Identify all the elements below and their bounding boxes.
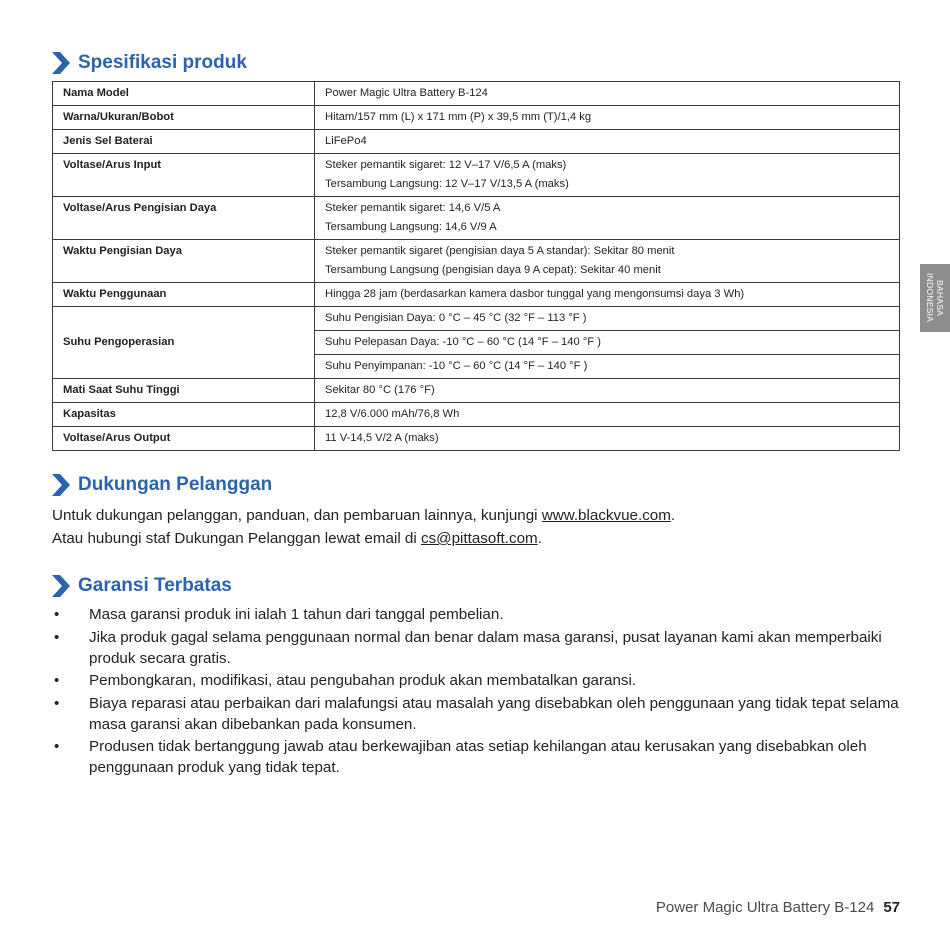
list-item-text: Biaya reparasi atau perbaikan dari malafungsi atau masalah yang disebabkan oleh penggunaan yang tidak tepat selama masa garansi akan dibebankan pada konsumen.: [89, 694, 899, 733]
table-cell-label: Suhu Pengoperasian: [53, 307, 315, 379]
page-footer: [656, 899, 900, 916]
table-row: [53, 197, 900, 240]
bullet: •: [54, 694, 60, 712]
spec-table: [52, 81, 900, 451]
email-link[interactable]: cs@pittasoft.com: [420, 530, 538, 547]
table-cell-value: Hitam/157 mm (L) x 171 mm (P) x 39,5 mm (T)/1,4 kg: [315, 106, 900, 130]
bullet: •: [54, 628, 60, 646]
table-cell-value: Suhu Pelepasan Daya: -10 °C – 60 °C (14 °F – 140 °F ): [315, 331, 900, 355]
table-cell-label: Voltase/Arus Pengisian Daya: [53, 197, 315, 240]
chevron-right-icon: [52, 52, 70, 74]
chevron-right-icon: [52, 575, 70, 597]
support-line-prefix: Atau hubungi staf Dukungan Pelanggan lewat email di: [52, 530, 421, 547]
list-item: [52, 736, 902, 778]
language-tab-line: BAHASA: [935, 279, 945, 317]
language-tab-line: INDONESIA: [925, 273, 935, 323]
section-title: Spesifikasi produk: [78, 52, 247, 73]
footer-product-name: Power Magic Ultra Battery B-124: [655, 899, 875, 916]
table-cell-label: Jenis Sel Baterai: [53, 130, 315, 154]
list-item: [52, 693, 902, 735]
cell-line: Steker pemantik sigaret: 14,6 V/5 A: [325, 202, 501, 214]
table-row: [53, 130, 900, 154]
table-cell-label: Warna/Ukuran/Bobot: [53, 106, 315, 130]
support-line-suffix: .: [670, 507, 676, 524]
table-cell-value: Suhu Pengisian Daya: 0 °C – 45 °C (32 °F – 113 °F ): [315, 307, 900, 331]
section-title: Dukungan Pelanggan: [78, 474, 273, 495]
table-cell-label: Voltase/Arus Output: [53, 427, 315, 451]
table-row: [53, 283, 900, 307]
section-heading-support: [52, 474, 272, 496]
support-line-suffix: .: [537, 530, 542, 547]
table-cell-label: Nama Model: [53, 82, 315, 106]
bullet: •: [54, 672, 60, 689]
language-tab[interactable]: [920, 264, 950, 332]
table-cell-label: Kapasitas: [53, 403, 315, 427]
table-row: [53, 307, 900, 331]
website-link[interactable]: www.blackvue.com: [541, 507, 671, 524]
table-row: [53, 427, 900, 451]
table-cell-value: Suhu Penyimpanan: -10 °C – 60 °C (14 °F – 140 °F ): [315, 355, 900, 379]
support-line-prefix: Untuk dukungan pelanggan, panduan, dan pembaruan lainnya, kunjungi: [52, 507, 542, 524]
list-item-text: Jika produk gagal selama penggunaan normal dan benar dalam masa garansi, pusat layanan kami akan memperbaiki produk secara gratis.: [89, 628, 882, 667]
support-text: [52, 504, 912, 550]
list-item-text: Masa garansi produk ini ialah 1 tahun dari tanggal pembelian.: [89, 606, 504, 623]
table-cell-label: Waktu Pengisian Daya: [53, 240, 315, 283]
list-item-text: Pembongkaran, modifikasi, atau pengubahan produk akan membatalkan garansi.: [89, 672, 637, 689]
table-cell-value: 12,8 V/6.000 mAh/76,8 Wh: [315, 403, 900, 427]
table-cell-label: Mati Saat Suhu Tinggi: [53, 379, 315, 403]
section-heading-specs: [52, 52, 247, 74]
list-item: [52, 604, 902, 625]
table-cell-value: 11 V-14,5 V/2 A (maks): [315, 427, 900, 451]
table-cell-value: [315, 240, 900, 283]
cell-line: Tersambung Langsung: 12 V–17 V/13,5 A (maks): [325, 178, 569, 190]
cell-line: Tersambung Langsung (pengisian daya 9 A cepat): Sekitar 40 menit: [325, 264, 661, 276]
table-cell-value: Hingga 28 jam (berdasarkan kamera dasbor tunggal yang mengonsumsi daya 3 Wh): [315, 283, 900, 307]
cell-line: Tersambung Langsung: 14,6 V/9 A: [325, 221, 497, 233]
language-tab-label: [925, 273, 945, 322]
page-number: 57: [883, 899, 900, 916]
table-row: [53, 240, 900, 283]
warranty-list: [52, 604, 902, 780]
table-cell-value: [315, 154, 900, 197]
list-item-text: Produsen tidak bertanggung jawab atau berkewajiban atas setiap kehilangan atau kerusakan yang disebabkan oleh penggunaan produk yang tidak tepat.: [89, 738, 867, 776]
table-cell-value: Power Magic Ultra Battery B-124: [315, 82, 900, 106]
support-line: [52, 527, 912, 550]
table-row: [53, 82, 900, 106]
table-cell-label: Voltase/Arus Input: [53, 154, 315, 197]
section-title: Garansi Terbatas: [78, 575, 232, 596]
bullet: •: [54, 738, 60, 755]
chevron-right-icon: [52, 474, 70, 496]
cell-line: Steker pemantik sigaret: 12 V–17 V/6,5 A (maks): [325, 159, 567, 171]
table-row: [53, 379, 900, 403]
table-row: [53, 403, 900, 427]
bullet: •: [54, 606, 60, 623]
list-item: [52, 627, 902, 669]
list-item: [52, 670, 902, 691]
table-cell-value: [315, 197, 900, 240]
table-row: [53, 154, 900, 197]
support-line: [52, 504, 912, 527]
table-row: [53, 106, 900, 130]
cell-line: Steker pemantik sigaret (pengisian daya 5 A standar): Sekitar 80 menit: [325, 245, 675, 257]
table-cell-value: Sekitar 80 °C (176 °F): [315, 379, 900, 403]
table-cell-value: LiFePo4: [315, 130, 900, 154]
table-cell-label: Waktu Penggunaan: [53, 283, 315, 307]
section-heading-warranty: [52, 575, 232, 597]
